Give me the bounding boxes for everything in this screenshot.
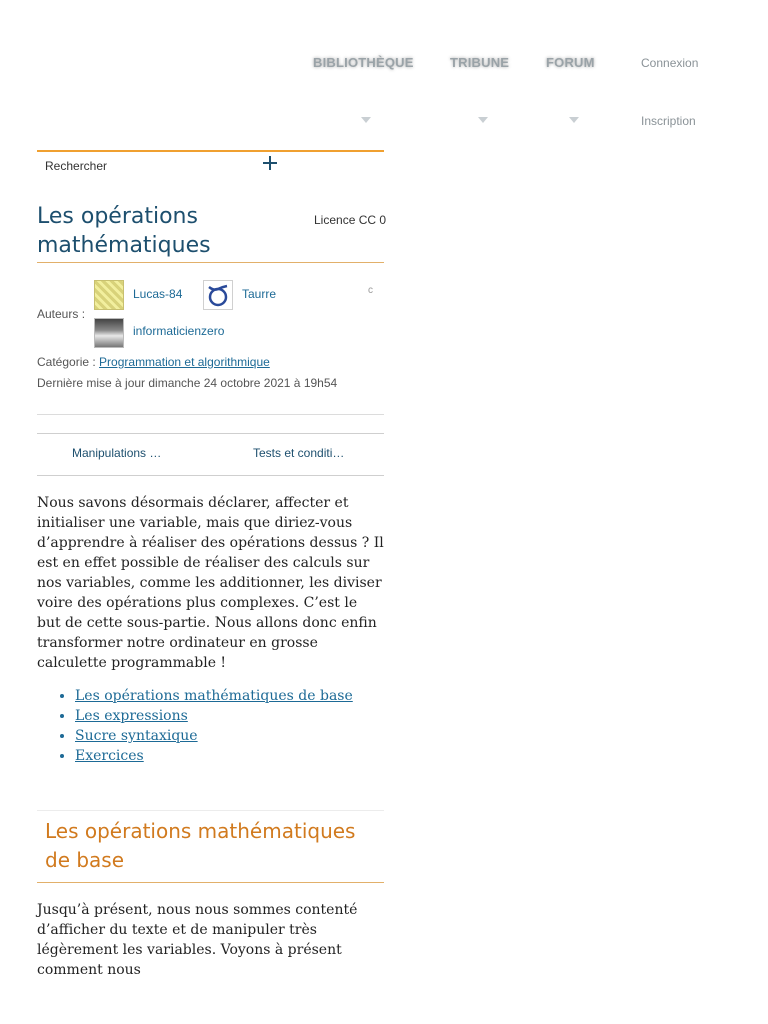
- toc-link[interactable]: Sucre syntaxique: [75, 728, 198, 744]
- author-link-taurre[interactable]: Taurre: [242, 287, 277, 301]
- title-divider: [37, 262, 384, 263]
- authors-label: Auteurs :: [37, 307, 86, 321]
- toc-link[interactable]: Les expressions: [75, 708, 188, 724]
- nav-bibliotheque[interactable]: BIBLIOTHÈQUE: [313, 55, 414, 70]
- next-chapter-link[interactable]: Tests et conditi…: [253, 446, 345, 460]
- page-title: Les opérations mathématiques: [37, 204, 211, 258]
- chevron-down-icon[interactable]: [478, 117, 488, 123]
- category-link[interactable]: Programmation et algorithmique: [99, 355, 270, 369]
- list-item: [75, 686, 353, 706]
- toc-link[interactable]: Exercices: [75, 748, 144, 764]
- divider: [37, 810, 384, 811]
- search-label[interactable]: Rechercher: [45, 159, 108, 173]
- plus-icon[interactable]: [263, 156, 277, 170]
- divider: [37, 433, 384, 434]
- register-link[interactable]: Inscription: [641, 114, 696, 128]
- section-title: Les opérations mathématiques de base: [45, 819, 356, 872]
- nav-forum[interactable]: FORUM: [546, 55, 595, 70]
- avatar[interactable]: [94, 318, 124, 348]
- divider: [37, 414, 384, 415]
- table-of-contents: [37, 686, 353, 766]
- section-paragraph: Jusqu’à présent, nous nous sommes contenté d’afficher du texte et de manipuler très légèrement les variables. Voyons à présent comment nous: [37, 902, 358, 978]
- list-item: [75, 726, 353, 746]
- author-link-lucas[interactable]: Lucas-84: [133, 287, 183, 301]
- chevron-down-icon[interactable]: [569, 117, 579, 123]
- toc-link[interactable]: Les opérations mathématiques de base: [75, 688, 353, 704]
- intro-paragraph: Nous savons désormais déclarer, affecter et initialiser une variable, mais que diriez-vous d’apprendre à réaliser des opérations dessus ? Il est en effet possible de réaliser des calculs sur nos variables, comme les additionner, les diviser voire des opérations plus complexes. C’est le but de cette sous-partie. Nous allons donc enfin transformer notre ordinateur en grosse calculette programmable !: [37, 495, 384, 671]
- avatar[interactable]: [203, 280, 233, 310]
- author-link-informaticienzero[interactable]: informaticienzero: [133, 324, 225, 338]
- category-label: Catégorie :: [37, 355, 96, 369]
- stray-char: c: [368, 285, 373, 296]
- avatar[interactable]: [94, 280, 124, 310]
- last-updated: Dernière mise à jour dimanche 24 octobre 2021 à 19h54: [37, 376, 338, 390]
- divider: [37, 882, 384, 883]
- nav-tribune[interactable]: TRIBUNE: [450, 55, 510, 70]
- taurre-logo-icon: [204, 281, 232, 309]
- list-item: [75, 706, 353, 726]
- list-item: [75, 746, 353, 766]
- chevron-down-icon[interactable]: [361, 117, 371, 123]
- search-bar[interactable]: [37, 150, 384, 182]
- login-link[interactable]: Connexion: [641, 56, 699, 70]
- divider: [37, 475, 384, 476]
- license-label: Licence CC 0: [314, 213, 387, 227]
- previous-chapter-link[interactable]: Manipulations …: [72, 446, 162, 460]
- category-line: [37, 355, 270, 369]
